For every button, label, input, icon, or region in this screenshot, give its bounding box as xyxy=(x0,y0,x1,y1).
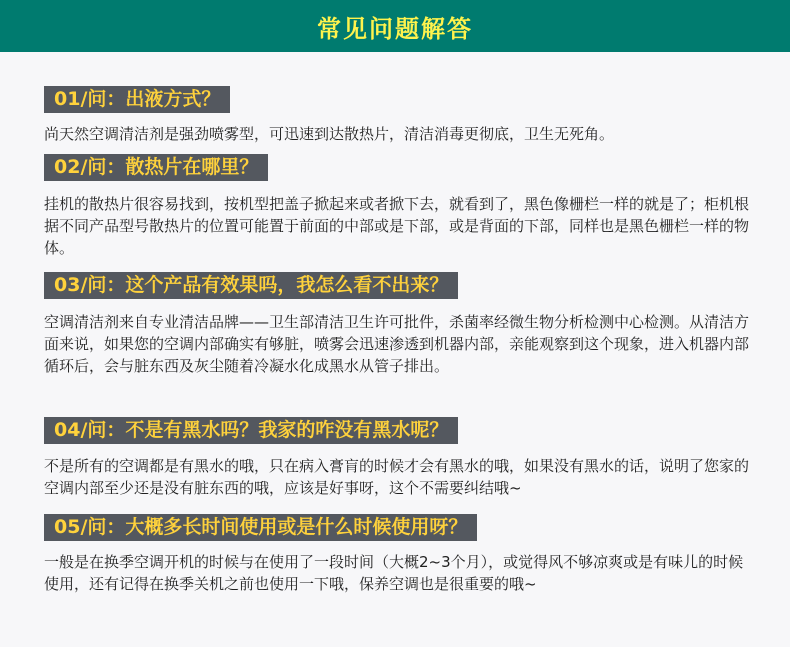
faq-answer-4: 不是所有的空调都是有黑水的哦，只在病入膏肓的时候才会有黑水的哦，如果没有黑水的话，说明了您家的空调内部至少还是没有脏东西的哦，应该是好事呀，这个不需要纠结哦~ xyxy=(44,457,750,497)
faq-question-3: 03/问：这个产品有效果吗，我怎么看不出来？ xyxy=(44,272,458,299)
faq-question-1: 01/问：出液方式？ xyxy=(44,86,230,113)
faq-answer-2: 挂机的散热片很容易找到，按机型把盖子掀起来或者掀下去，就看到了，黑色像栅栏一样的就是了；柜机根据不同产品型号散热片的位置可能置于前面的中部或是下部，或是背面的下部，同样也是黑色栅栏一样的物体。 xyxy=(44,195,750,257)
faq-answer-5: 一般是在换季空调开机的时候与在使用了一段时间（大概2~3个月），或觉得风不够凉爽或是有味儿的时候使用，还有记得在换季关机之前也使用一下哦，保养空调也是很重要的哦~ xyxy=(44,553,744,593)
faq-question-5: 05/问：大概多长时间使用或是什么时候使用呀？ xyxy=(44,514,477,541)
faq-question-4: 04/问：不是有黑水吗？我家的咋没有黑水呢？ xyxy=(44,417,458,444)
page-title: 常见问题解答 xyxy=(317,14,473,43)
faq-answer-3: 空调清洁剂来自专业清洁品牌——卫生部清洁卫生许可批件，杀菌率经微生物分析检测中心检测。从清洁方面来说，如果您的空调内部确实有够脏，喷雾会迅速渗透到机器内部，亲能观察到这个现象，进入机器内部循环后，会与脏东西及灰尘随着冷凝水化成黑水从管子排出。 xyxy=(44,313,750,375)
faq-answer-1: 尚天然空调清洁剂是强劲喷雾型，可迅速到达散热片，清洁消毒更彻底，卫生无死角。 xyxy=(44,125,615,143)
header-bar xyxy=(0,0,790,52)
faq-question-2: 02/问：散热片在哪里？ xyxy=(44,154,268,181)
